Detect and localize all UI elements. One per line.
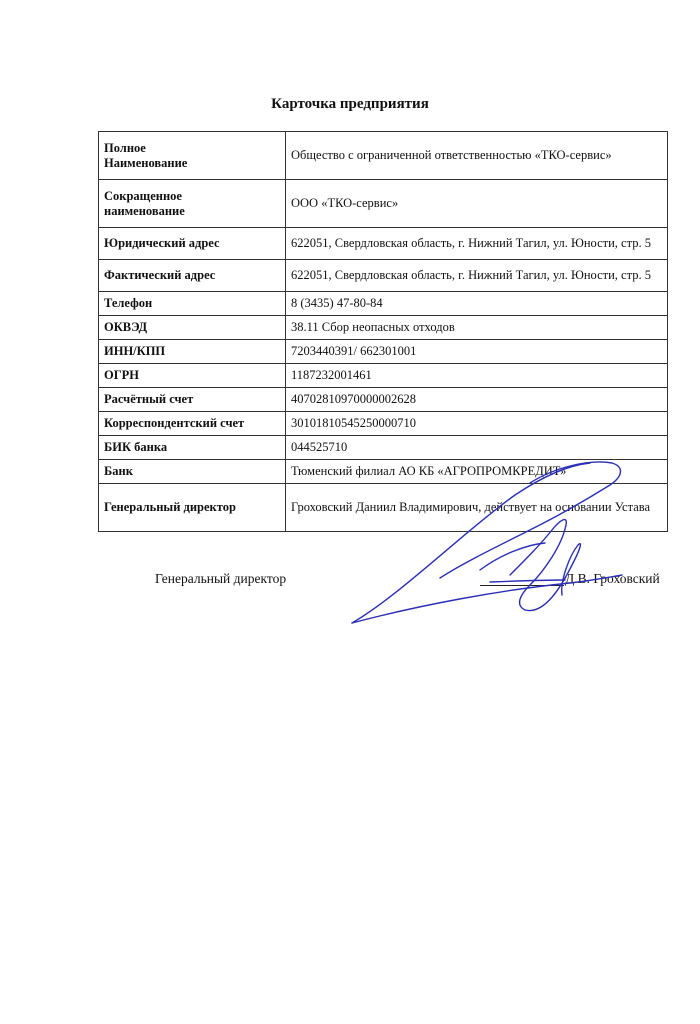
row-value: 7203440391/ 662301001	[286, 340, 668, 364]
signer-name: Д.В. Гроховский	[565, 571, 660, 586]
row-value: Общество с ограниченной ответственностью «ТКО-сервис»	[286, 132, 668, 180]
row-value: 622051, Свердловская область, г. Нижний Тагил, ул. Юности, стр. 5	[286, 260, 668, 292]
row-label	[99, 132, 286, 180]
handwritten-signature	[340, 455, 630, 630]
table-row	[99, 132, 668, 180]
table-row	[99, 292, 668, 316]
row-label: ОГРН	[99, 364, 286, 388]
table-row	[99, 260, 668, 292]
row-value: 044525710	[286, 436, 668, 460]
label-text: Сокращенное наименование	[104, 188, 185, 218]
table-row	[99, 388, 668, 412]
table-row	[99, 412, 668, 436]
label-text: Полное Наименование	[104, 140, 188, 170]
row-label: Фактический адрес	[99, 260, 286, 292]
row-value: 38.11 Сбор неопасных отходов	[286, 316, 668, 340]
row-value: 40702810970000002628	[286, 388, 668, 412]
row-value: Гроховский Даниил Владимирович, действует на основании Устава	[286, 484, 668, 532]
row-value: ООО «ТКО-сервис»	[286, 180, 668, 228]
row-label	[99, 180, 286, 228]
row-value: Тюменский филиал АО КБ «АГРОПРОМКРЕДИТ»	[286, 460, 668, 484]
table-row	[99, 180, 668, 228]
row-label: Расчётный счет	[99, 388, 286, 412]
page-title: Карточка предприятия	[271, 96, 429, 112]
row-label: Банк	[99, 460, 286, 484]
row-label: ИНН/КПП	[99, 340, 286, 364]
row-label: Юридический адрес	[99, 228, 286, 260]
table-row	[99, 340, 668, 364]
table-row	[99, 316, 668, 340]
row-value: 8 (3435) 47-80-84	[286, 292, 668, 316]
row-label: Телефон	[99, 292, 286, 316]
row-label: ОКВЭД	[99, 316, 286, 340]
table-row	[99, 364, 668, 388]
row-value: 622051, Свердловская область, г. Нижний Тагил, ул. Юности, стр. 5	[286, 228, 668, 260]
signer-title: Генеральный директор	[155, 571, 287, 586]
row-value: 30101810545250000710	[286, 412, 668, 436]
row-label: Генеральный директор	[99, 484, 286, 532]
row-label: Корреспондентский счет	[99, 412, 286, 436]
row-label: БИК банка	[99, 436, 286, 460]
table-row	[99, 228, 668, 260]
row-value: 1187232001461	[286, 364, 668, 388]
